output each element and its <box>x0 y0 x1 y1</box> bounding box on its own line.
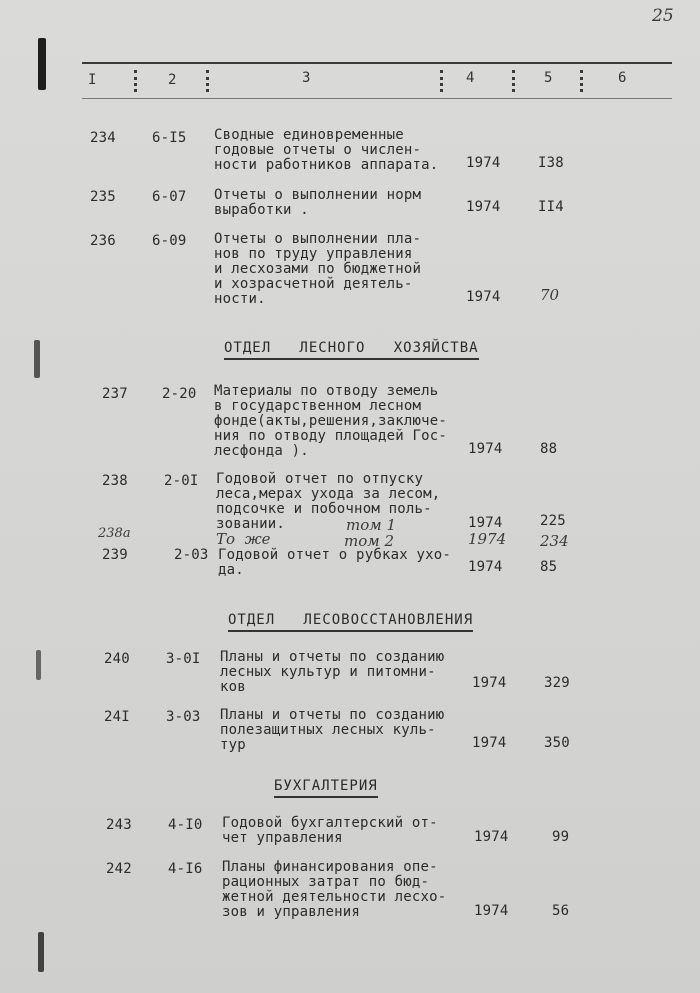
entry-number: 238а <box>98 526 131 541</box>
entry-title: Планы и отчеты по созданию лесных культур и питомни- ков <box>220 649 445 695</box>
entry-code: 6-09 <box>152 233 187 249</box>
entry-year: 1974 <box>468 530 507 548</box>
entry-volume: том 2 <box>344 532 395 550</box>
column-separator <box>440 70 446 92</box>
column-header-6: 6 <box>618 70 627 86</box>
column-separator <box>580 70 586 92</box>
entry-code: 2-03 <box>174 547 209 563</box>
entry-title: Годовой отчет по отпуску леса,мерах ухода за лесом, подсочке и побочном поль- зовании. <box>216 471 441 532</box>
entry-number: 237 <box>102 386 128 402</box>
entry-year: 1974 <box>468 515 503 531</box>
entry-year: 1974 <box>472 735 507 751</box>
entry-year: 1974 <box>474 829 509 845</box>
section-heading-reforestation: ОТДЕЛ ЛЕСОВОССТАНОВЛЕНИЯ <box>228 612 473 632</box>
header-top-rule <box>82 62 672 64</box>
entry-pages: 350 <box>544 735 570 751</box>
entry-title: Отчеты о выполнении норм выработки . <box>214 187 422 218</box>
entry-number: 239 <box>102 547 128 563</box>
entry-year: 1974 <box>466 289 501 305</box>
entry-number: 235 <box>90 189 116 205</box>
entry-title: Годовой отчет о рубках ухо- да. <box>218 547 451 578</box>
entry-pages: 70 <box>540 286 560 304</box>
entry-year: 1974 <box>474 903 509 919</box>
entry-pages: 225 <box>540 513 566 529</box>
entry-pages: 85 <box>540 559 558 575</box>
entry-year: 1974 <box>468 441 503 457</box>
header-bottom-rule <box>82 98 672 99</box>
binder-clip-mark <box>36 650 41 680</box>
column-header-5: 5 <box>544 70 553 86</box>
entry-number: 234 <box>90 130 116 146</box>
entry-code: 2-20 <box>162 386 197 402</box>
entry-number: 24I <box>104 709 130 725</box>
entry-number: 238 <box>102 473 128 489</box>
entry-pages: 88 <box>540 441 558 457</box>
entry-pages: II4 <box>538 199 564 215</box>
entry-code: 4-I0 <box>168 817 203 833</box>
binder-clip-mark <box>38 932 44 972</box>
page-number: 25 <box>652 6 674 26</box>
binder-clip-mark <box>38 38 46 90</box>
entry-title: Годовой бухгалтерский от- чет управления <box>222 815 438 846</box>
entry-number: 236 <box>90 233 116 249</box>
entry-code: 4-I6 <box>168 861 203 877</box>
binder-clip-mark <box>34 340 40 378</box>
entry-pages: 56 <box>552 903 570 919</box>
column-separator <box>134 70 140 92</box>
column-separator <box>512 70 518 92</box>
column-header-2: 2 <box>168 72 177 88</box>
entry-year: 1974 <box>466 199 501 215</box>
entry-year: 1974 <box>472 675 507 691</box>
entry-pages: 329 <box>544 675 570 691</box>
entry-year: 1974 <box>466 155 501 171</box>
entry-title: Отчеты о выполнении пла- нов по труду управления и лесхозами по бюджетной и хозрасчетной деятель- ности. <box>214 231 422 307</box>
entry-title: Сводные единовременные годовые отчеты о числен- ности работников аппарата. <box>214 127 439 173</box>
entry-title: То же <box>216 530 271 548</box>
entry-volume: том 1 <box>346 516 397 534</box>
entry-year: 1974 <box>468 559 503 575</box>
entry-code: 6-07 <box>152 189 187 205</box>
entry-code: 6-I5 <box>152 130 187 146</box>
entry-number: 242 <box>106 861 132 877</box>
column-header-4: 4 <box>466 70 475 86</box>
entry-number: 240 <box>104 651 130 667</box>
entry-pages: 99 <box>552 829 570 845</box>
column-header-1: I <box>88 72 97 88</box>
entry-pages: 234 <box>540 532 569 550</box>
column-separator <box>206 70 212 92</box>
section-heading-forestry: ОТДЕЛ ЛЕСНОГО ХОЗЯЙСТВА <box>224 340 479 360</box>
entry-title: Планы и отчеты по созданию полезащитных лесных куль- тур <box>220 707 445 753</box>
column-header-3: 3 <box>302 70 311 86</box>
entry-pages: I38 <box>538 155 564 171</box>
entry-number: 243 <box>106 817 132 833</box>
entry-code: 3-0I <box>166 651 201 667</box>
entry-code: 2-0I <box>164 473 199 489</box>
entry-title: Материалы по отводу земель в государственном лесном фонде(акты,решения,заключе- ния по отводу площадей Гос- лесфонда ). <box>214 383 447 459</box>
section-heading-accounting: БУХГАЛТЕРИЯ <box>274 778 378 798</box>
entry-title: Планы финансирования опе- рационных затрат по бюд- жетной деятельности лесхо- зов и управления <box>222 859 447 920</box>
entry-code: 3-03 <box>166 709 201 725</box>
